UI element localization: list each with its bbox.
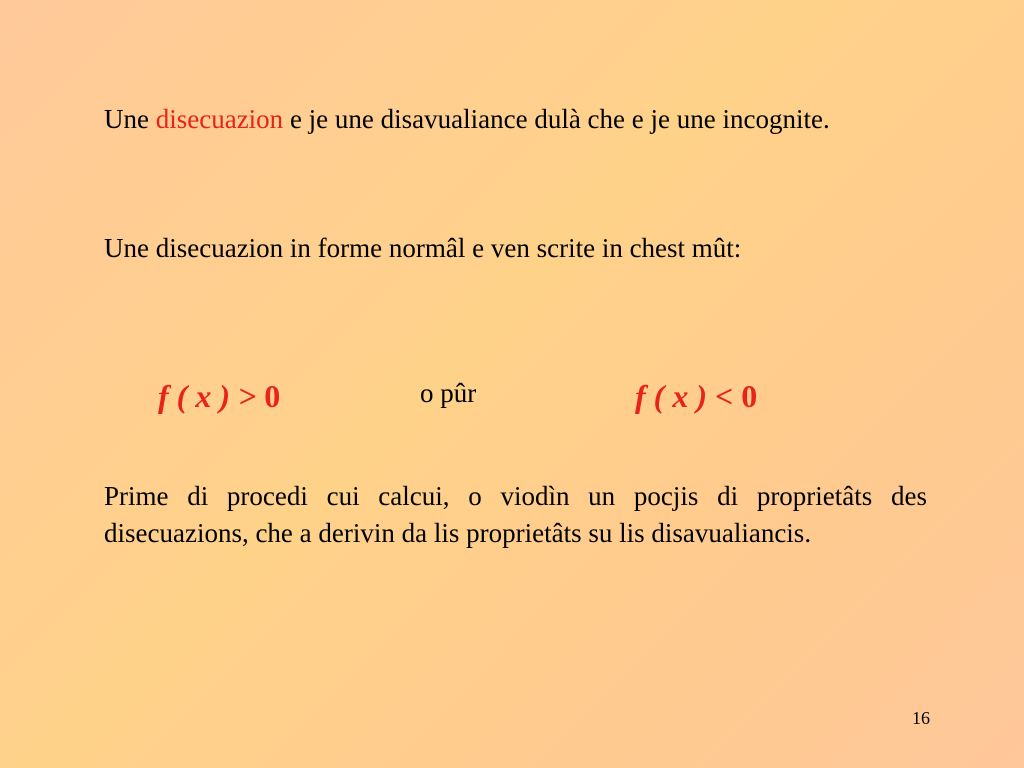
definition-paragraph [104, 101, 927, 138]
properties-paragraph: Prime di procedi cui calcui, o viodìn un pocjis di proprietâts des disecuazions, che a derivin da lis proprietâts su lis disavualiancis. [104, 481, 927, 548]
formula-less-expr: f ( x ) < [635, 378, 742, 414]
formula-greater-value: 0 [264, 378, 281, 414]
page-number: 16 [912, 708, 930, 728]
formula-greater-than [158, 378, 280, 415]
formula-less-than [635, 378, 757, 415]
formula-connector: o pûr [420, 378, 477, 408]
highlighted-term: disecuazion [155, 104, 284, 134]
definition-text-after: e je une disavualiance dulà che e je une incognite. [283, 104, 830, 134]
formula-less-value: 0 [741, 378, 758, 414]
formula-greater-expr: f ( x ) > [158, 378, 265, 414]
definition-text-before: Une [104, 104, 156, 134]
normal-form-paragraph: Une disecuazion in forme normâl e ven scrite in chest mût: [104, 233, 742, 263]
